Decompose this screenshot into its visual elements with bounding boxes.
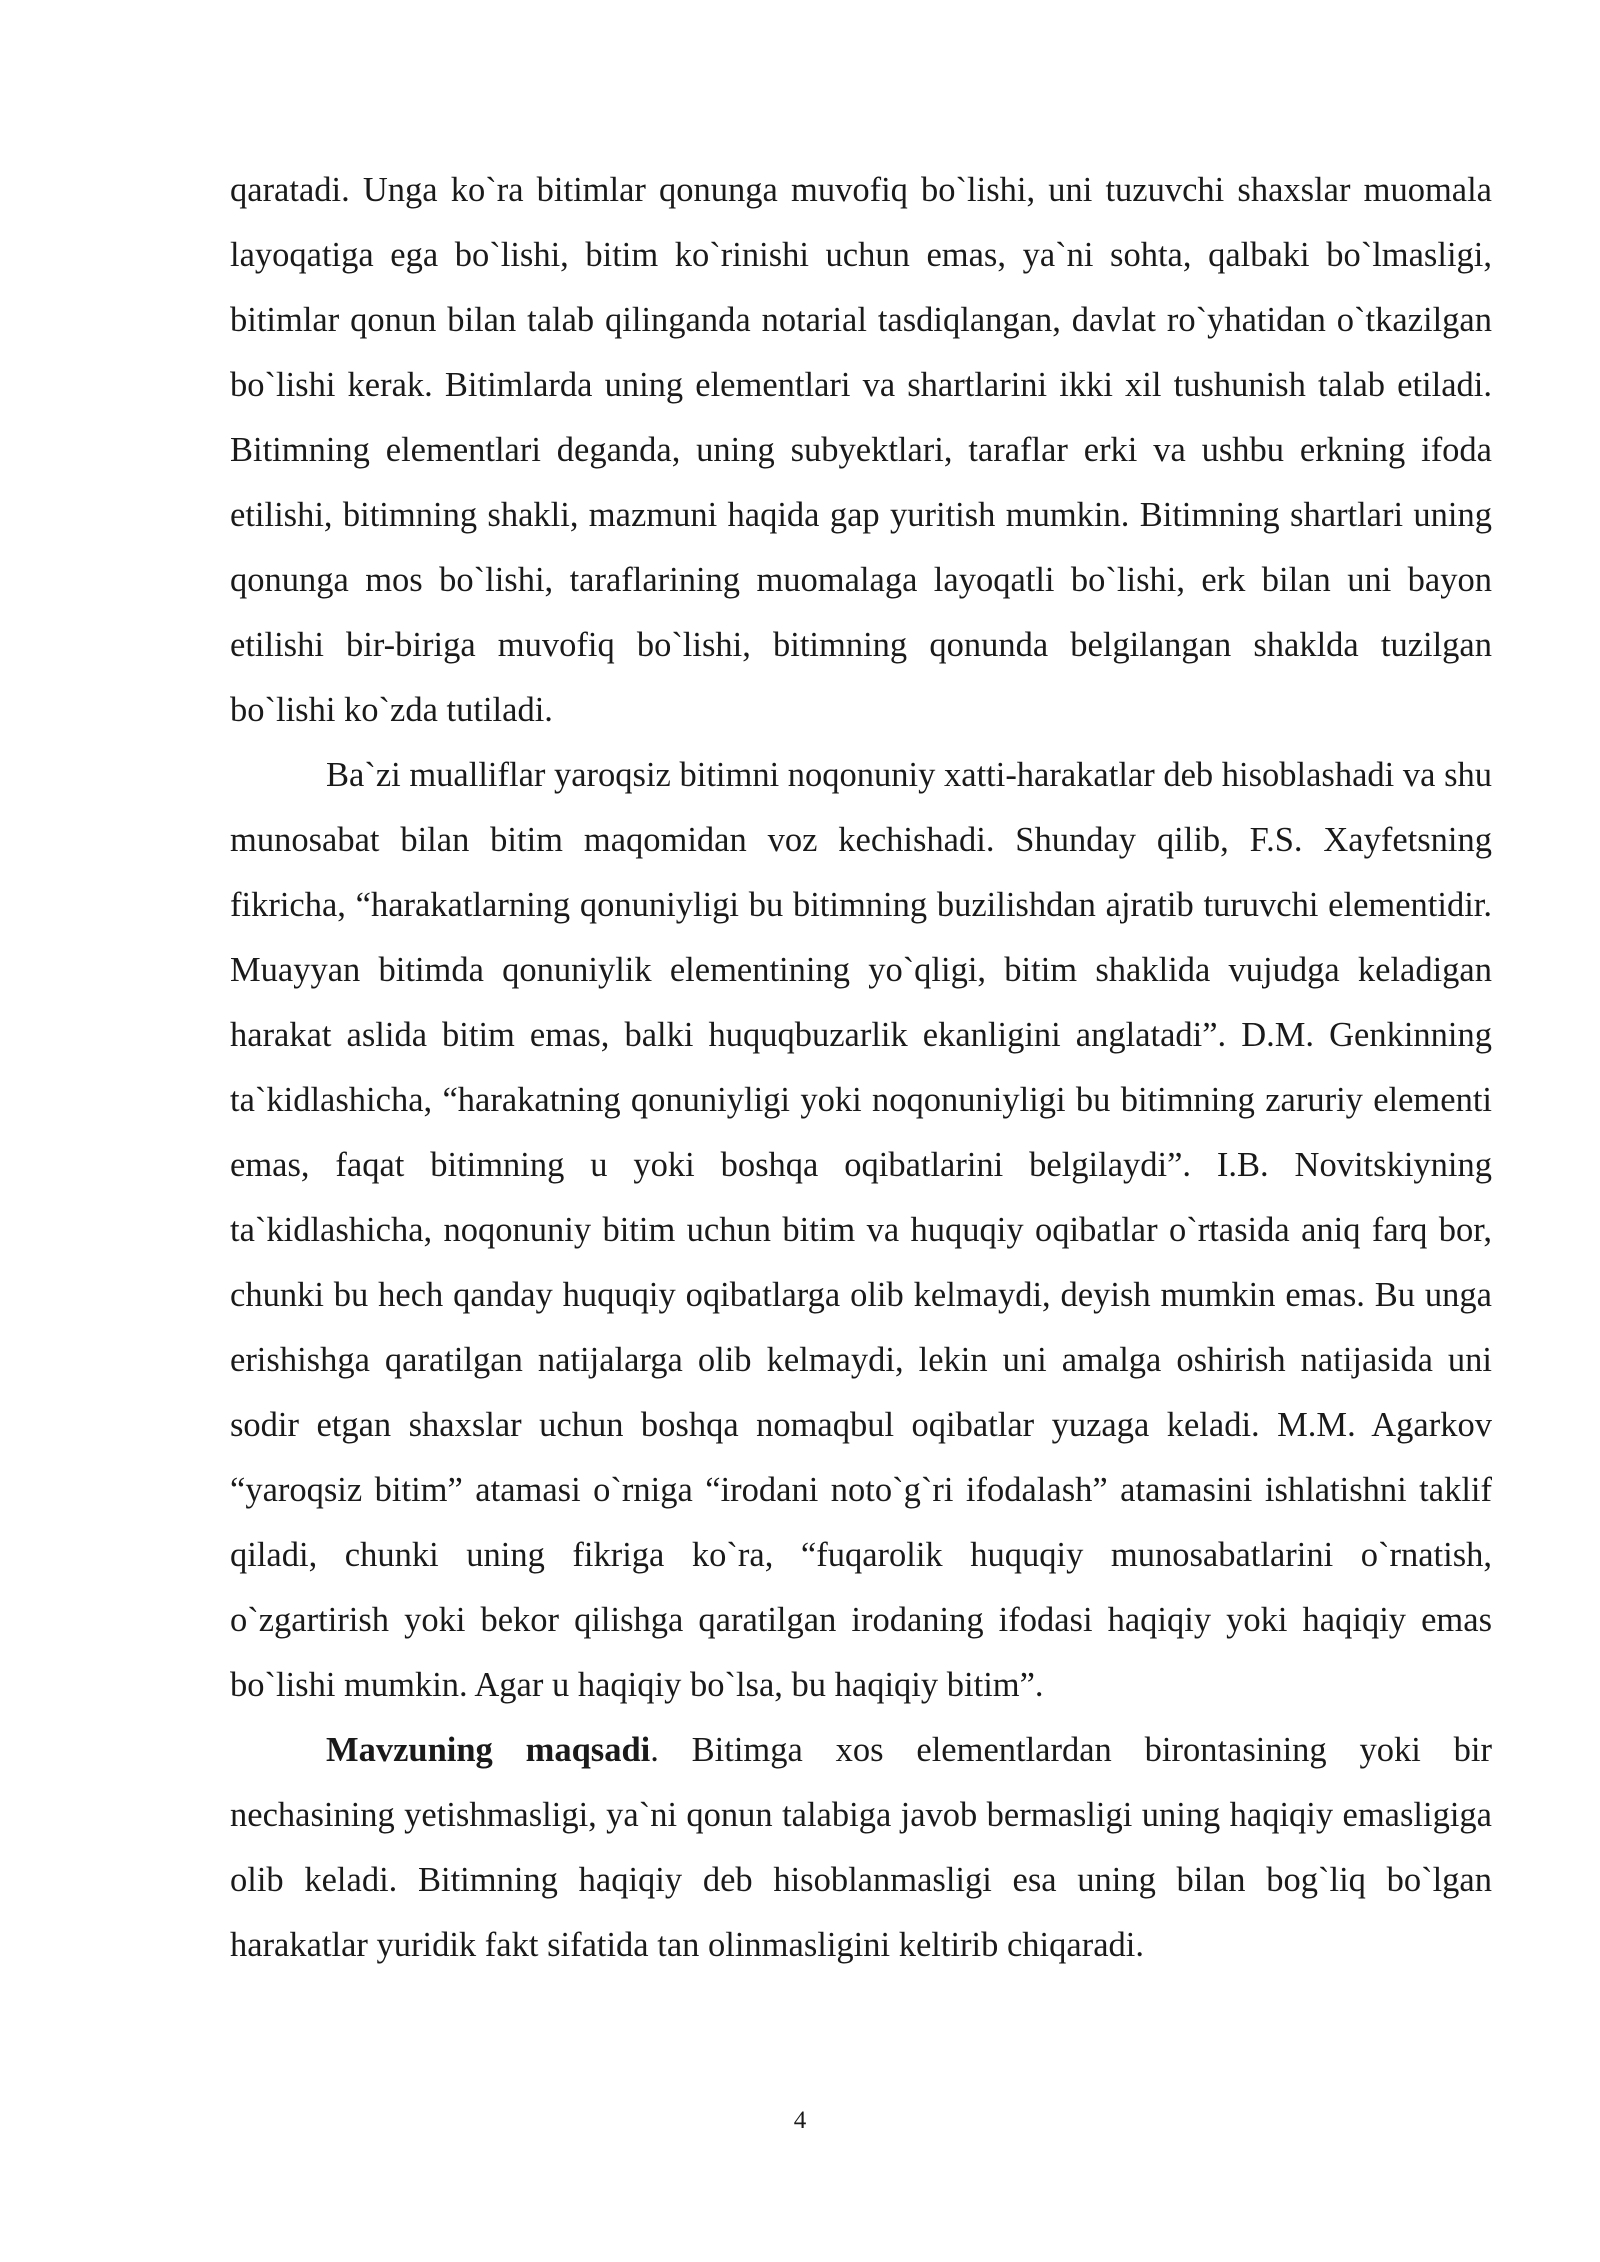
page-number: 4 [793,2107,807,2134]
paragraph-continuation: qaratadi. Unga ko`ra bitimlar qonunga muvofiq bo`lishi, uni tuzuvchi shaxslar muomala layoqatiga ega bo`lishi, bitim ko`rinishi uchun emas, ya`ni sohta, qalbaki bo`lmasligi, bitimlar qonun bilan talab qilinganda notarial tasdiqlangan, davlat ro`yhatidan o`tkazilgan bo`lishi kerak. Bitimlarda uning elementlari va shartlarini ikki xil tushunish talab etiladi. Bitimning elementlari deganda, uning subyektlari, taraflar erki va ushbu erkning ifoda etilishi, bitimning shakli, mazmuni haqida gap yuritish mumkin. Bitimning shartlari uning qonunga mos bo`lishi, taraflarining muomalaga layoqatli bo`lishi, erk bilan uni bayon etilishi bir-biriga muvofiq bo`lishi, bitimning qonunda belgilangan shaklda tuzilgan bo`lishi ko`zda tutiladi. [230,171,1492,729]
body-text [230,158,1492,1978]
paragraph-authors-views: Ba`zi mualliflar yaroqsiz bitimni noqonuniy xatti-harakatlar deb hisoblashadi va shu munosabat bilan bitim maqomidan voz kechishadi. Shunday qilib, F.S. Xayfetsning fikricha, “harakatlarning qonuniyligi bu bitimning buzilishdan ajratib turuvchi elementidir. Muayyan bitimda qonuniylik elementining yo`qligi, bitim shaklida vujudga keladigan harakat aslida bitim emas, balki huquqbuzarlik ekanligini anglatadi”. D.M. Genkinning ta`kidlashicha, “harakatning qonuniyligi yoki noqonuniyligi bu bitimning zaruriy elementi emas, faqat bitimning u yoki boshqa oqibatlarini belgilaydi”. I.B. Novitskiyning ta`kidlashicha, noqonuniy bitim uchun bitim va huquqiy oqibatlar o`rtasida aniq farq bor, chunki bu hech qanday huquqiy oqibatlarga olib kelmaydi, deyish mumkin emas. Bu unga erishishga qaratilgan natijalarga olib kelmaydi, lekin uni amalga oshirish natijasida uni sodir etgan shaxslar uchun boshqa nomaqbul oqibatlar yuzaga keladi. M.M. Agarkov “yaroqsiz bitim” atamasi o`rniga “irodani noto`g`ri ifodalash” atamasini ishlatishni taklif qiladi, chunki uning fikriga ko`ra, “fuqarolik huquqiy munosabatlarini o`rnatish, o`zgartirish yoki bekor qilishga qaratilgan irodaning ifodasi haqiqiy yoki haqiqiy emas bo`lishi mumkin. Agar u haqiqiy bo`lsa, bu haqiqiy bitim”. [230,756,1492,1704]
section-text: Bitimga xos elementlardan birontasining yoki bir nechasining yetishmasligi, ya`ni qonun talabiga javob bermasligi uning haqiqiy emasligiga olib keladi. Bitimning haqiqiy deb hisoblanmasligi esa uning bilan bog`liq bo`lgan harakatlar yuridik fakt sifatida tan olinmasligini keltirib chiqaradi. [230,1731,1492,1964]
paragraph-objective [230,1718,1492,1978]
section-heading-period: . [650,1731,659,1769]
section-heading: Mavzuning maqsadi [326,1731,651,1769]
